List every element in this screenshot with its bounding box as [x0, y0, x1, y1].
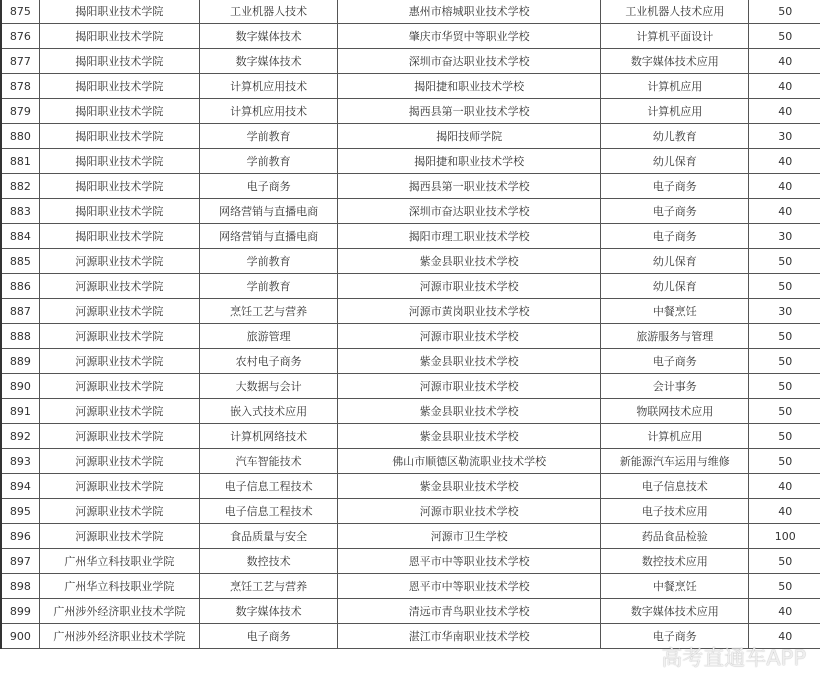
college-cell: 河源职业技术学院 [39, 374, 199, 399]
college-major-cell: 汽车智能技术 [200, 449, 338, 474]
quota-cell: 50 [749, 324, 820, 349]
quota-cell: 50 [749, 349, 820, 374]
college-cell: 揭阳职业技术学院 [39, 124, 199, 149]
college-major-cell: 数字媒体技术 [200, 24, 338, 49]
secondary-school-cell: 揭阳技师学院 [338, 124, 601, 149]
college-major-cell: 电子商务 [200, 174, 338, 199]
secondary-major-cell: 幼儿保育 [601, 149, 749, 174]
secondary-school-cell: 河源市职业技术学校 [338, 374, 601, 399]
college-major-cell: 食品质量与安全 [200, 524, 338, 549]
table-row [1, 99, 820, 124]
quota-cell: 50 [749, 24, 820, 49]
college-cell: 揭阳职业技术学院 [39, 0, 199, 24]
college-major-cell: 旅游管理 [200, 324, 338, 349]
table-row [1, 549, 820, 574]
secondary-major-cell: 工业机器人技术应用 [601, 0, 749, 24]
college-cell: 河源职业技术学院 [39, 449, 199, 474]
table-row [1, 299, 820, 324]
secondary-school-cell: 河源市职业技术学校 [338, 324, 601, 349]
secondary-major-cell: 幼儿教育 [601, 124, 749, 149]
college-cell: 广州涉外经济职业技术学院 [39, 624, 199, 649]
table-row [1, 474, 820, 499]
secondary-major-cell: 物联网技术应用 [601, 399, 749, 424]
college-cell: 揭阳职业技术学院 [39, 24, 199, 49]
quota-cell: 40 [749, 74, 820, 99]
quota-cell: 40 [749, 499, 820, 524]
college-cell: 河源职业技术学院 [39, 274, 199, 299]
college-cell: 河源职业技术学院 [39, 474, 199, 499]
secondary-major-cell: 计算机应用 [601, 424, 749, 449]
secondary-school-cell: 深圳市奋达职业技术学校 [338, 49, 601, 74]
secondary-major-cell: 幼儿保育 [601, 249, 749, 274]
secondary-major-cell: 新能源汽车运用与维修 [601, 449, 749, 474]
quota-cell: 30 [749, 299, 820, 324]
table-row [1, 499, 820, 524]
secondary-school-cell: 揭阳市理工职业技术学校 [338, 224, 601, 249]
secondary-school-cell: 揭阳捷和职业技术学校 [338, 149, 601, 174]
college-cell: 河源职业技术学院 [39, 349, 199, 374]
table-row [1, 349, 820, 374]
secondary-school-cell: 河源市职业技术学校 [338, 274, 601, 299]
college-cell: 河源职业技术学院 [39, 399, 199, 424]
table-row [1, 224, 820, 249]
quota-cell: 40 [749, 174, 820, 199]
quota-cell: 50 [749, 0, 820, 24]
secondary-school-cell: 揭阳捷和职业技术学校 [338, 74, 601, 99]
college-major-cell: 烹饪工艺与营养 [200, 574, 338, 599]
college-major-cell: 计算机网络技术 [200, 424, 338, 449]
row-number-cell: 881 [1, 149, 39, 174]
college-cell: 揭阳职业技术学院 [39, 49, 199, 74]
row-number-cell: 900 [1, 624, 39, 649]
secondary-major-cell: 电子商务 [601, 624, 749, 649]
college-major-cell: 大数据与会计 [200, 374, 338, 399]
quota-cell: 50 [749, 374, 820, 399]
secondary-school-cell: 深圳市奋达职业技术学校 [338, 199, 601, 224]
quota-cell: 50 [749, 399, 820, 424]
secondary-school-cell: 肇庆市华贸中等职业学校 [338, 24, 601, 49]
secondary-major-cell: 电子信息技术 [601, 474, 749, 499]
college-cell: 揭阳职业技术学院 [39, 224, 199, 249]
quota-cell: 40 [749, 199, 820, 224]
secondary-school-cell: 揭西县第一职业技术学校 [338, 99, 601, 124]
quota-cell: 50 [749, 574, 820, 599]
college-major-cell: 计算机应用技术 [200, 99, 338, 124]
row-number-cell: 893 [1, 449, 39, 474]
table-row [1, 199, 820, 224]
college-major-cell: 数字媒体技术 [200, 49, 338, 74]
table-row [1, 399, 820, 424]
quota-cell: 50 [749, 249, 820, 274]
quota-cell: 50 [749, 549, 820, 574]
college-major-cell: 农村电子商务 [200, 349, 338, 374]
college-major-cell: 学前教育 [200, 249, 338, 274]
college-cell: 河源职业技术学院 [39, 249, 199, 274]
secondary-school-cell: 恩平市中等职业技术学校 [338, 574, 601, 599]
table-row [1, 74, 820, 99]
row-number-cell: 880 [1, 124, 39, 149]
table-row [1, 624, 820, 649]
table-row [1, 274, 820, 299]
table-row [1, 524, 820, 549]
table-row [1, 574, 820, 599]
secondary-major-cell: 计算机应用 [601, 99, 749, 124]
secondary-school-cell: 紫金县职业技术学校 [338, 249, 601, 274]
quota-cell: 50 [749, 274, 820, 299]
quota-cell: 40 [749, 624, 820, 649]
college-cell: 揭阳职业技术学院 [39, 199, 199, 224]
row-number-cell: 891 [1, 399, 39, 424]
row-number-cell: 879 [1, 99, 39, 124]
row-number-cell: 897 [1, 549, 39, 574]
college-cell: 揭阳职业技术学院 [39, 174, 199, 199]
row-number-cell: 875 [1, 0, 39, 24]
college-major-cell: 计算机应用技术 [200, 74, 338, 99]
college-major-cell: 烹饪工艺与营养 [200, 299, 338, 324]
college-cell: 河源职业技术学院 [39, 524, 199, 549]
secondary-major-cell: 电子技术应用 [601, 499, 749, 524]
row-number-cell: 886 [1, 274, 39, 299]
row-number-cell: 883 [1, 199, 39, 224]
secondary-major-cell: 数字媒体技术应用 [601, 49, 749, 74]
college-major-cell: 数控技术 [200, 549, 338, 574]
row-number-cell: 896 [1, 524, 39, 549]
secondary-major-cell: 药品食品检验 [601, 524, 749, 549]
table-row [1, 374, 820, 399]
table-row [1, 149, 820, 174]
row-number-cell: 890 [1, 374, 39, 399]
secondary-major-cell: 旅游服务与管理 [601, 324, 749, 349]
college-major-cell: 网络营销与直播电商 [200, 199, 338, 224]
table-row [1, 599, 820, 624]
quota-cell: 40 [749, 49, 820, 74]
quota-cell: 100 [749, 524, 820, 549]
row-number-cell: 895 [1, 499, 39, 524]
row-number-cell: 887 [1, 299, 39, 324]
college-major-cell: 电子商务 [200, 624, 338, 649]
secondary-major-cell: 数字媒体技术应用 [601, 599, 749, 624]
college-major-cell: 电子信息工程技术 [200, 499, 338, 524]
quota-cell: 30 [749, 224, 820, 249]
secondary-major-cell: 计算机应用 [601, 74, 749, 99]
table-row [1, 449, 820, 474]
table-row [1, 424, 820, 449]
secondary-major-cell: 电子商务 [601, 174, 749, 199]
table-row [1, 49, 820, 74]
table-row [1, 24, 820, 49]
college-cell: 揭阳职业技术学院 [39, 99, 199, 124]
secondary-school-cell: 紫金县职业技术学校 [338, 424, 601, 449]
secondary-major-cell: 数控技术应用 [601, 549, 749, 574]
secondary-major-cell: 电子商务 [601, 349, 749, 374]
secondary-school-cell: 紫金县职业技术学校 [338, 474, 601, 499]
table-row [1, 0, 820, 24]
row-number-cell: 898 [1, 574, 39, 599]
college-cell: 河源职业技术学院 [39, 424, 199, 449]
college-major-cell: 学前教育 [200, 124, 338, 149]
college-cell: 广州华立科技职业学院 [39, 549, 199, 574]
college-cell: 揭阳职业技术学院 [39, 149, 199, 174]
quota-cell: 30 [749, 124, 820, 149]
row-number-cell: 882 [1, 174, 39, 199]
row-number-cell: 877 [1, 49, 39, 74]
row-number-cell: 889 [1, 349, 39, 374]
row-number-cell: 899 [1, 599, 39, 624]
college-major-cell: 学前教育 [200, 274, 338, 299]
college-cell: 揭阳职业技术学院 [39, 74, 199, 99]
college-major-cell: 学前教育 [200, 149, 338, 174]
row-number-cell: 885 [1, 249, 39, 274]
secondary-school-cell: 紫金县职业技术学校 [338, 349, 601, 374]
row-number-cell: 888 [1, 324, 39, 349]
secondary-school-cell: 河源市职业技术学校 [338, 499, 601, 524]
secondary-major-cell: 中餐烹饪 [601, 299, 749, 324]
secondary-school-cell: 清远市青鸟职业技术学校 [338, 599, 601, 624]
row-number-cell: 884 [1, 224, 39, 249]
secondary-school-cell: 河源市卫生学校 [338, 524, 601, 549]
secondary-school-cell: 紫金县职业技术学校 [338, 399, 601, 424]
college-major-cell: 数字媒体技术 [200, 599, 338, 624]
college-cell: 广州涉外经济职业技术学院 [39, 599, 199, 624]
college-major-cell: 嵌入式技术应用 [200, 399, 338, 424]
table-row [1, 324, 820, 349]
secondary-school-cell: 恩平市中等职业技术学校 [338, 549, 601, 574]
row-number-cell: 892 [1, 424, 39, 449]
secondary-major-cell: 幼儿保育 [601, 274, 749, 299]
secondary-major-cell: 计算机平面设计 [601, 24, 749, 49]
college-major-cell: 网络营销与直播电商 [200, 224, 338, 249]
college-cell: 河源职业技术学院 [39, 324, 199, 349]
quota-cell: 50 [749, 449, 820, 474]
secondary-school-cell: 揭西县第一职业技术学校 [338, 174, 601, 199]
row-number-cell: 876 [1, 24, 39, 49]
quota-cell: 40 [749, 149, 820, 174]
secondary-school-cell: 佛山市顺德区勒流职业技术学校 [338, 449, 601, 474]
table-body [1, 0, 820, 649]
college-major-cell: 工业机器人技术 [200, 0, 338, 24]
quota-cell: 40 [749, 474, 820, 499]
secondary-major-cell: 会计事务 [601, 374, 749, 399]
quota-cell: 50 [749, 424, 820, 449]
row-number-cell: 878 [1, 74, 39, 99]
table-row [1, 124, 820, 149]
quota-cell: 40 [749, 99, 820, 124]
college-major-cell: 电子信息工程技术 [200, 474, 338, 499]
secondary-school-cell: 湛江市华南职业技术学校 [338, 624, 601, 649]
quota-cell: 40 [749, 599, 820, 624]
table-row [1, 249, 820, 274]
secondary-major-cell: 电子商务 [601, 224, 749, 249]
college-cell: 河源职业技术学院 [39, 499, 199, 524]
watermark: 高考直通车APP [661, 646, 806, 670]
college-cell: 河源职业技术学院 [39, 299, 199, 324]
college-cell: 广州华立科技职业学院 [39, 574, 199, 599]
secondary-major-cell: 电子商务 [601, 199, 749, 224]
table-row [1, 174, 820, 199]
row-number-cell: 894 [1, 474, 39, 499]
secondary-major-cell: 中餐烹饪 [601, 574, 749, 599]
secondary-school-cell: 惠州市榕城职业技术学校 [338, 0, 601, 24]
secondary-school-cell: 河源市黄岗职业技术学校 [338, 299, 601, 324]
